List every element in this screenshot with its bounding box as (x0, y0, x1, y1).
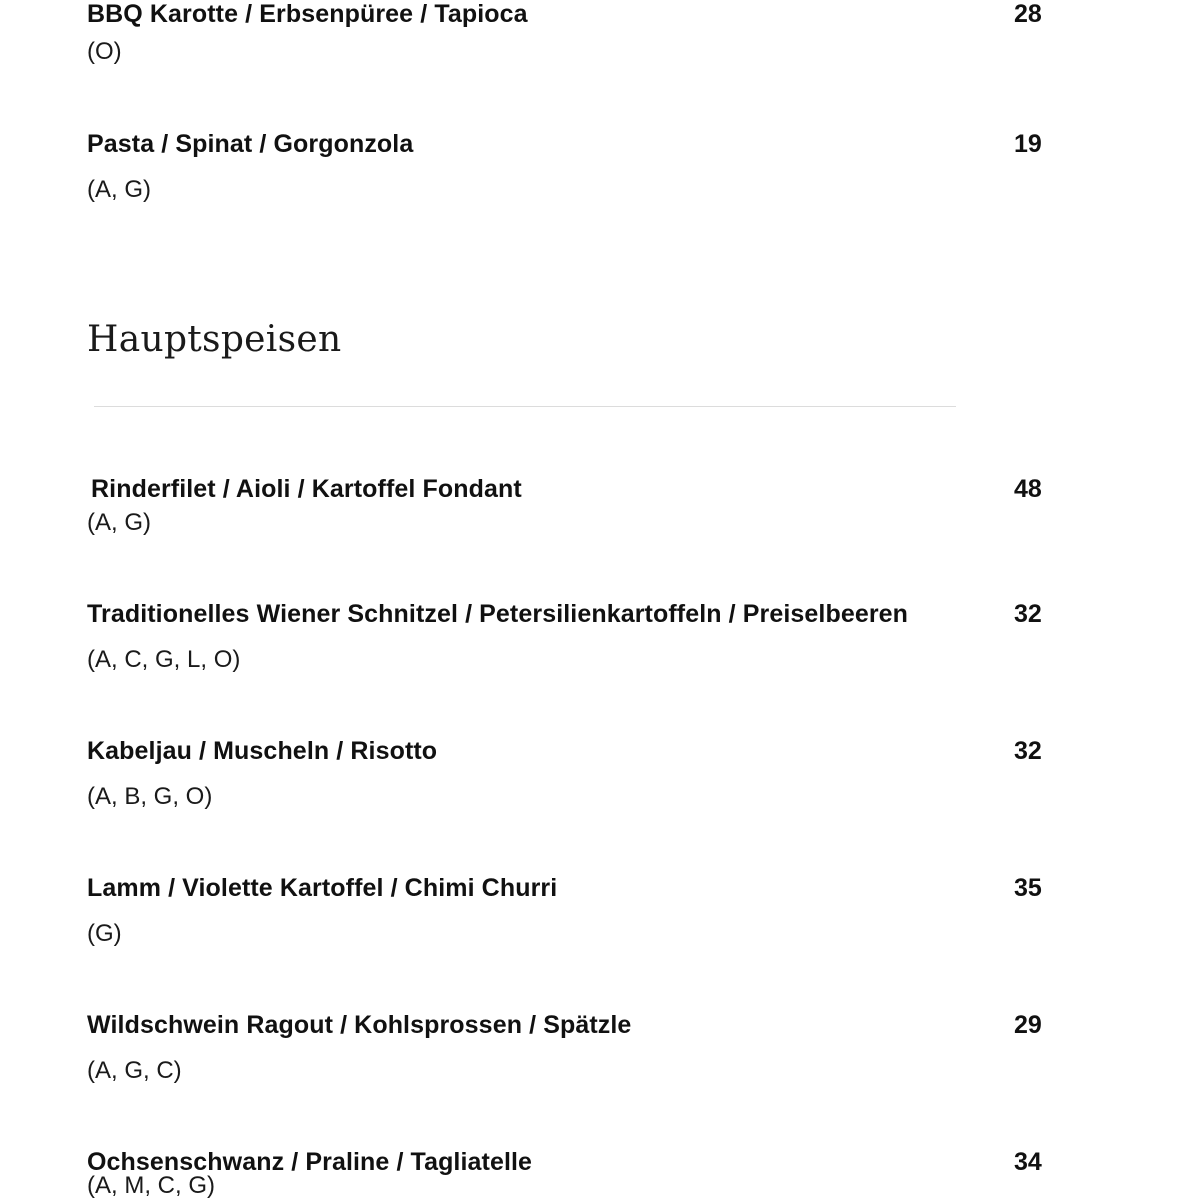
dish-allergens: (A, M, C, G) (87, 1172, 215, 1199)
dish-price: 32 (1014, 600, 1042, 628)
dish-allergens: (A, B, G, O) (87, 783, 213, 810)
dish-allergens: (A, G, C) (87, 1057, 182, 1084)
dish-price: 28 (1014, 0, 1042, 28)
dish-price: 19 (1014, 130, 1042, 158)
dish-name: Ochsenschwanz / Praline / Tagliatelle (87, 1148, 533, 1176)
dish-price: 48 (1014, 475, 1042, 503)
section-title: Hauptspeisen (87, 319, 342, 360)
dish-name: Pasta / Spinat / Gorgonzola (87, 130, 414, 158)
dish-allergens: (G) (87, 920, 122, 947)
dish-allergens: (A, C, G, L, O) (87, 646, 241, 673)
dish-allergens: (A, G) (87, 176, 151, 203)
dish-name: Traditionelles Wiener Schnitzel / Petersilienkartoffeln / Preiselbeeren (87, 600, 909, 628)
dish-price: 34 (1014, 1148, 1042, 1176)
dish-price: 32 (1014, 737, 1042, 765)
dish-name: Lamm / Violette Kartoffel / Chimi Churri (87, 874, 558, 902)
dish-name: Rinderfilet / Aioli / Kartoffel Fondant (91, 475, 522, 503)
dish-allergens: (O) (87, 38, 122, 65)
dish-price: 35 (1014, 874, 1042, 902)
dish-name: Wildschwein Ragout / Kohlsprossen / Spätzle (87, 1011, 632, 1039)
section-divider (94, 406, 956, 407)
dish-name: Kabeljau / Muscheln / Risotto (87, 737, 438, 765)
dish-allergens: (A, G) (87, 509, 151, 536)
dish-price: 29 (1014, 1011, 1042, 1039)
dish-name: BBQ Karotte / Erbsenpüree / Tapioca (87, 0, 528, 28)
